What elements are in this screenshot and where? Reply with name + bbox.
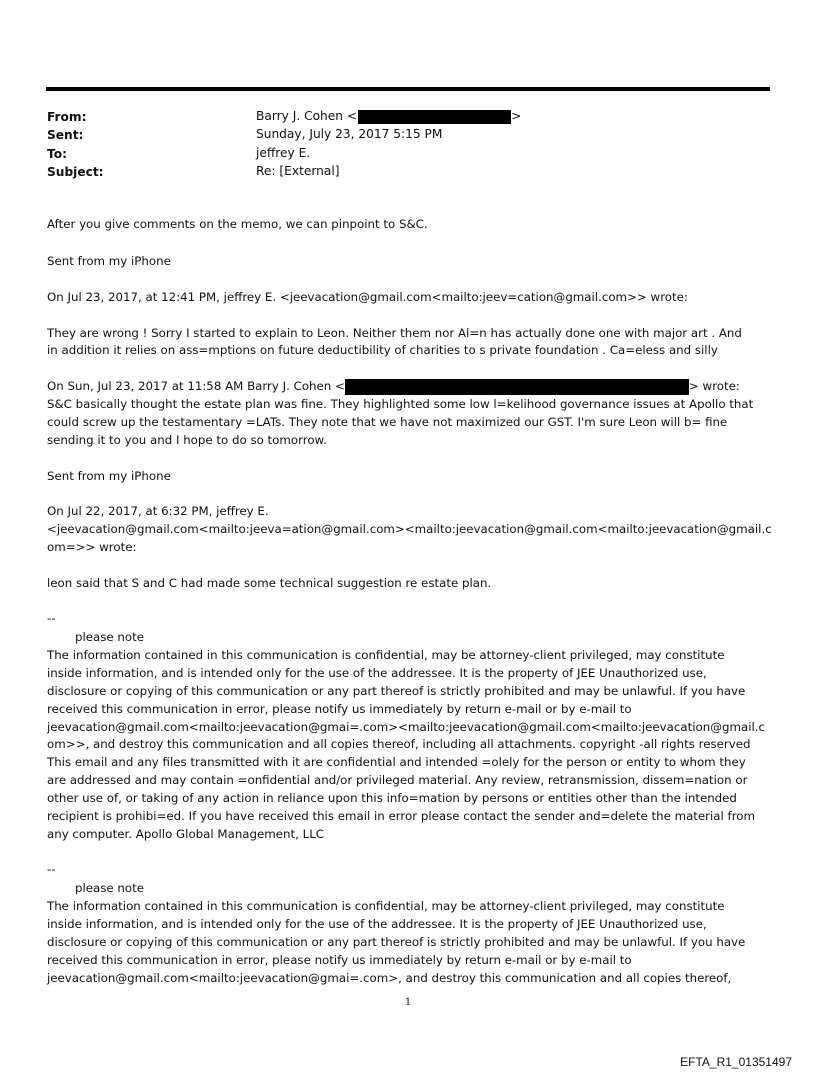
body-line <box>47 378 740 395</box>
header-rule <box>46 87 770 91</box>
from-suffix: > <box>511 109 522 123</box>
disclaimer-line: received this communication in error, please notify us immediately by return e-mail or by e-mail to <box>47 953 632 967</box>
signature-dashes: -- <box>47 862 56 876</box>
to-label: To: <box>47 147 67 161</box>
document-id: EFTA_R1_01351497 <box>680 1055 792 1069</box>
body-line: <jeevacation@gmail.com<mailto:jeeva=ation@gmail.com><mailto:jeevacation@gmail.com<mailto:jeevacation@gmail.c <box>47 522 772 536</box>
from-name: Barry J. Cohen < <box>256 109 358 123</box>
disclaimer-line: any computer. Apollo Global Management, LLC <box>47 827 325 841</box>
from-value <box>256 107 521 125</box>
quote-header-prefix: On Sun, Jul 23, 2017 at 11:58 AM Barry J. Cohen < <box>47 379 345 393</box>
subject-value: Re: [External] <box>256 164 340 178</box>
body-paragraph: leon said that S and C had made some technical suggestion re estate plan. <box>47 576 492 590</box>
body-line: could screw up the testamentary =LATs. They note that we have not maximized our GST. I'm sure Leon will b= fine <box>47 415 728 429</box>
disclaimer-line: The information contained in this communication is confidential, may be attorney-client privileged, may constitute <box>47 899 725 913</box>
body-line: in addition it relies on ass=mptions on future deductibility of charities to s private foundation . Ca=eless and silly <box>47 343 718 357</box>
disclaimer-line: jeevacation@gmail.com<mailto:jeevacation@gmai=.com>, and destroy this communication and all copies thereof, <box>47 971 732 985</box>
page-number: 1 <box>404 997 412 1008</box>
from-label: From: <box>47 110 87 124</box>
body-paragraph: Sent from my iPhone <box>47 469 171 483</box>
disclaimer-line: The information contained in this communication is confidential, may be attorney-client privileged, may constitute <box>47 648 725 662</box>
disclaimer-line: received this communication in error, please notify us immediately by return e-mail or by e-mail to <box>47 702 632 716</box>
body-line: They are wrong ! Sorry I started to explain to Leon. Neither them nor Al=n has actually done one with major art . And <box>47 326 742 340</box>
sent-value: Sunday, July 23, 2017 5:15 PM <box>256 127 443 141</box>
body-line: S&C basically thought the estate plan was fine. They highlighted some low l=kelihood governance issues at Apollo that <box>47 397 754 411</box>
disclaimer-line: inside information, and is intended only for the use of the addressee. It is the property of JEE Unauthorized use, <box>47 917 707 931</box>
disclaimer-line: om>>, and destroy this communication and all copies thereof, including all attachments. copyright -all rights reserved <box>47 737 751 751</box>
signature-dashes: -- <box>47 611 56 625</box>
disclaimer-line: are addressed and may contain =onfidential and/or privileged material. Any review, retransmission, dissem=nation or <box>47 773 748 787</box>
disclaimer-line: This email and any files transmitted with it are confidential and intended =olely for the person or entity to whom they <box>47 755 746 769</box>
disclaimer-line: other use of, or taking of any action in reliance upon this info=mation by persons or entities other than the intended <box>47 791 737 805</box>
redaction-box <box>345 379 689 395</box>
quote-header-suffix: > wrote: <box>688 379 740 393</box>
body-line: sending it to you and I hope to do so tomorrow. <box>47 433 327 447</box>
disclaimer-line: recipient is prohibi=ed. If you have received this email in error please contact the sender and=delete the material from <box>47 809 756 823</box>
subject-label: Subject: <box>47 165 104 179</box>
disclaimer-line: jeevacation@gmail.com<mailto:jeevacation@gmai=.com><mailto:jeevacation@gmail.com<mailto:jeevacation@gmail.c <box>47 720 766 734</box>
body-paragraph: After you give comments on the memo, we can pinpoint to S&C. <box>47 217 428 231</box>
body-paragraph: On Jul 23, 2017, at 12:41 PM, jeffrey E. <jeevacation@gmail.com<mailto:jeev=cation@gmail.com>> wrote: <box>47 290 688 304</box>
disclaimer-line: disclosure or copying of this communication or any part thereof is strictly prohibited and may be unlawful. If you have <box>47 684 746 698</box>
disclaimer-title: please note <box>75 630 144 644</box>
disclaimer-title: please note <box>75 881 144 895</box>
to-value: jeffrey E. <box>256 146 311 160</box>
disclaimer-line: disclosure or copying of this communication or any part thereof is strictly prohibited and may be unlawful. If you have <box>47 935 746 949</box>
redaction-box <box>358 110 511 124</box>
body-paragraph: Sent from my iPhone <box>47 254 171 268</box>
sent-label: Sent: <box>47 128 84 142</box>
body-line: On Jul 22, 2017, at 6:32 PM, jeffrey E. <box>47 504 269 518</box>
disclaimer-line: inside information, and is intended only for the use of the addressee. It is the property of JEE Unauthorized use, <box>47 666 707 680</box>
body-line: om=>> wrote: <box>47 540 137 554</box>
